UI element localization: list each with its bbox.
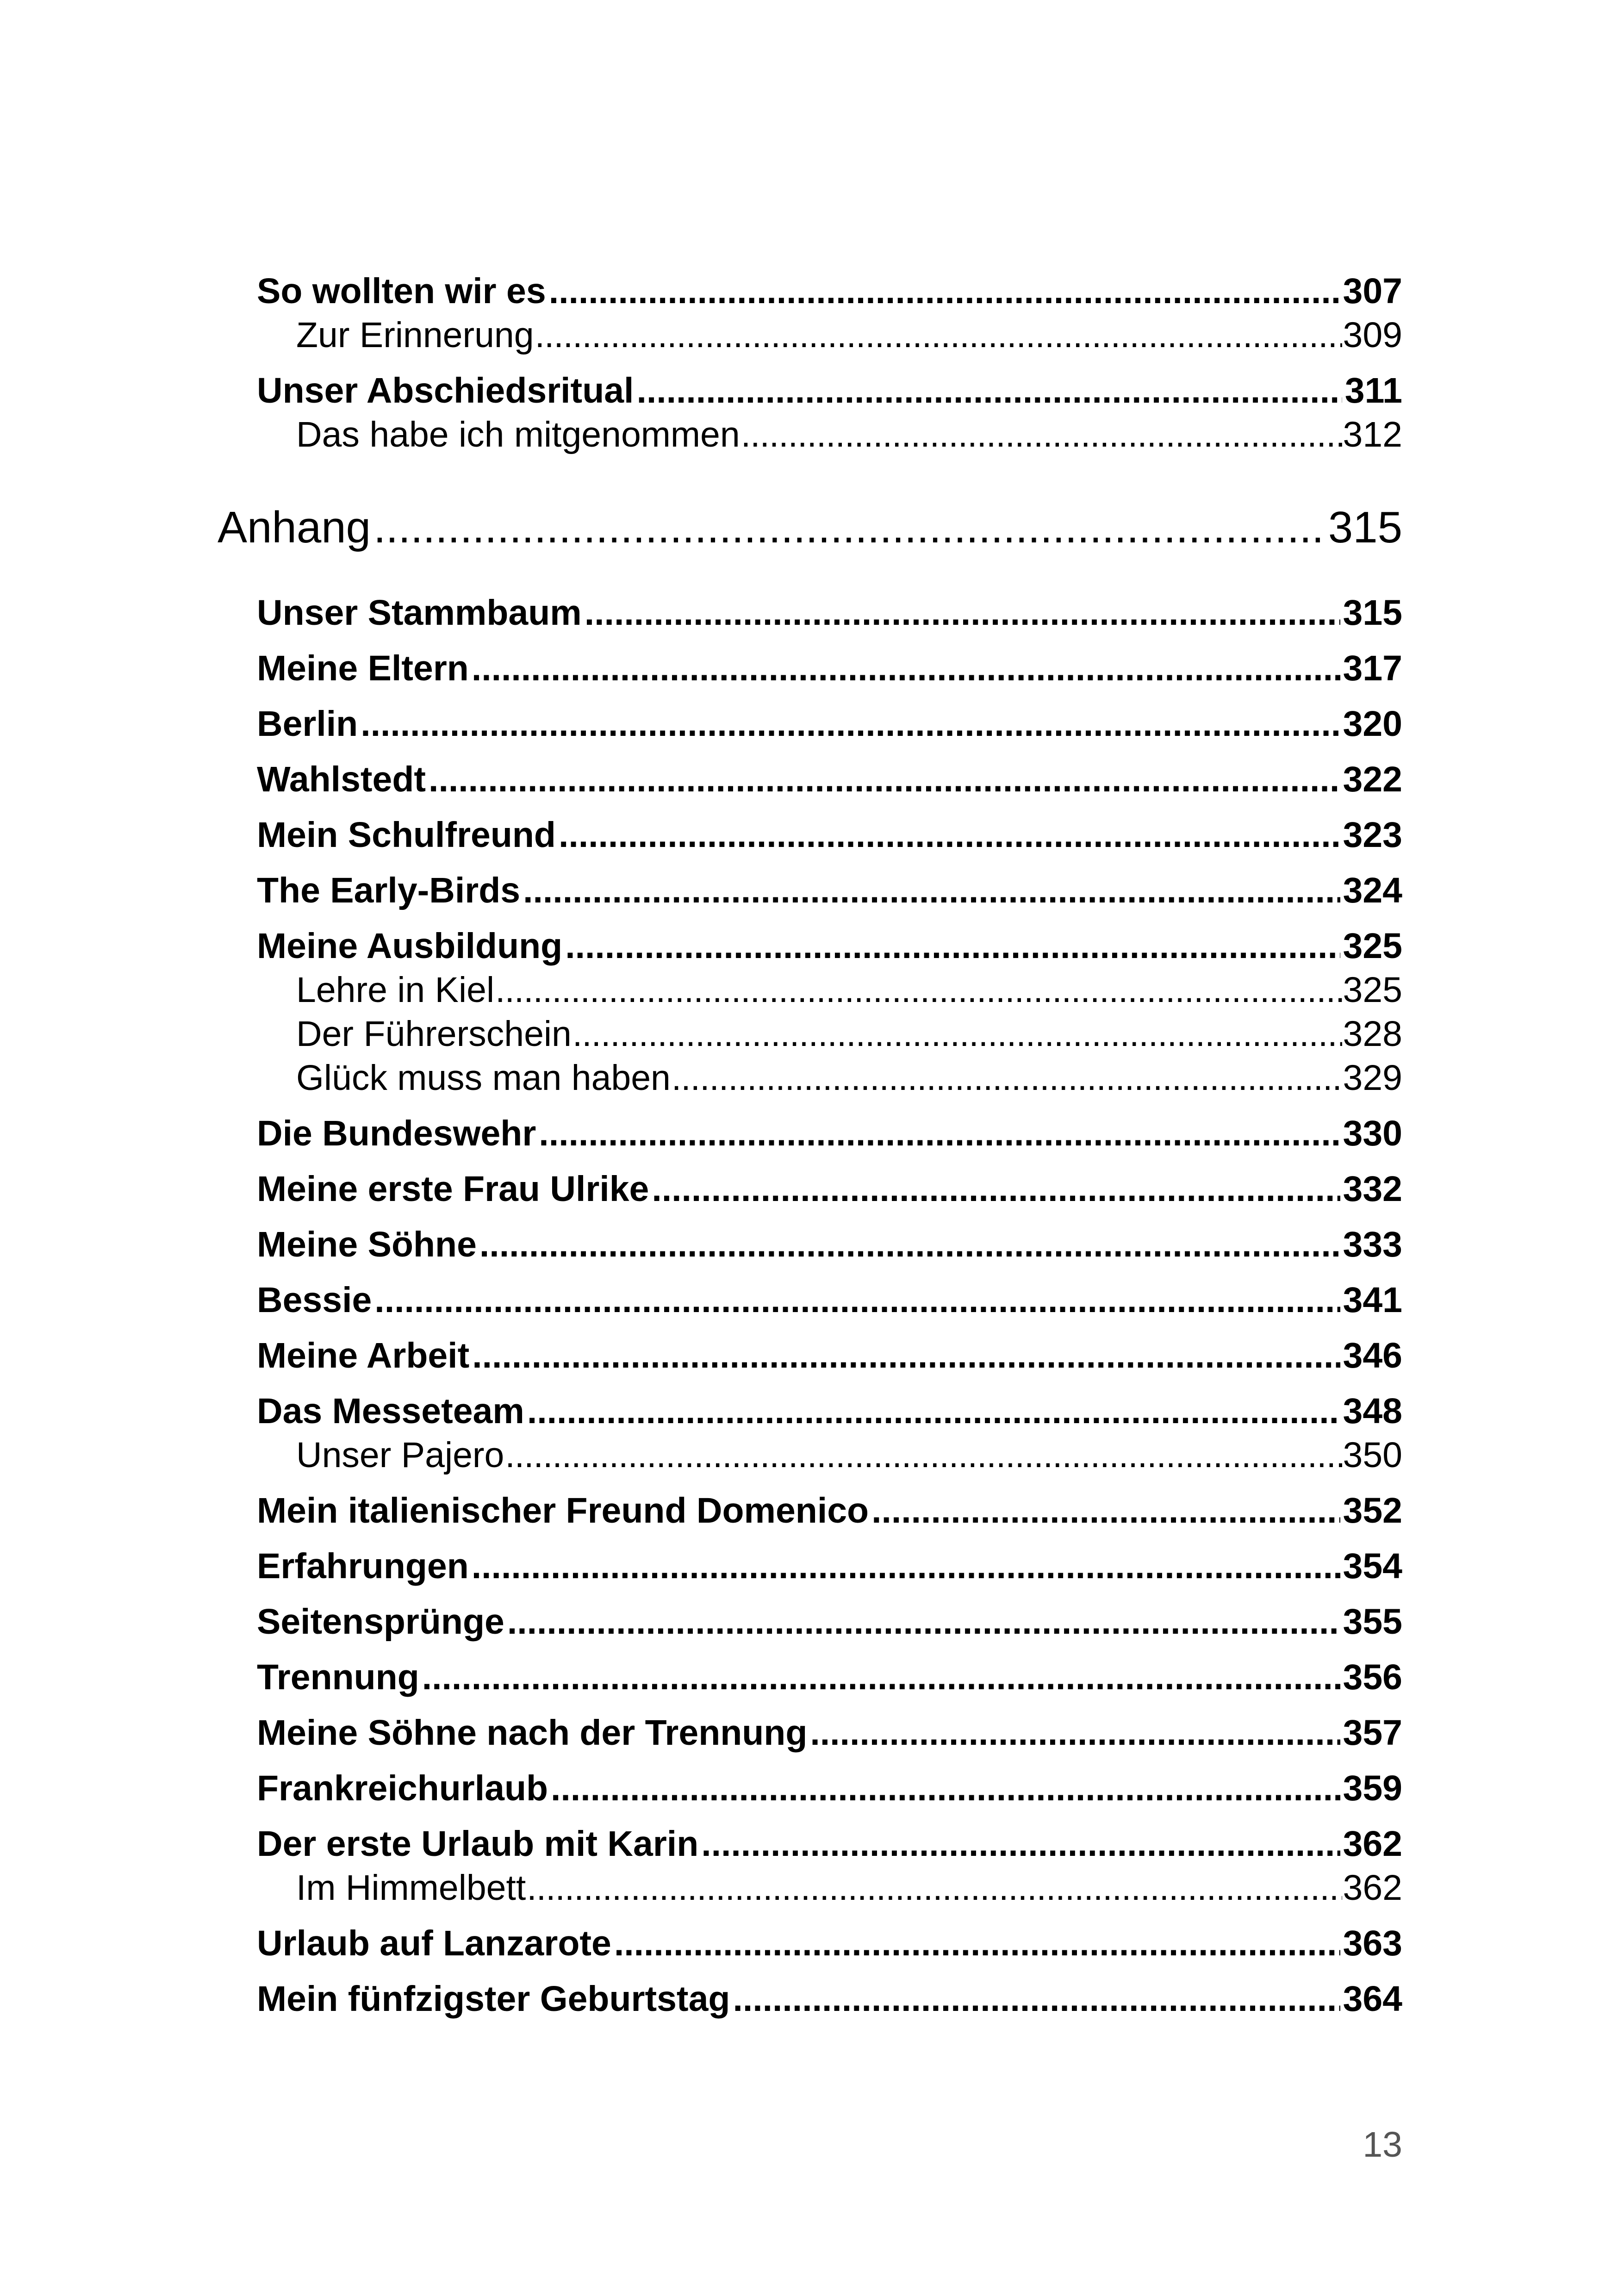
dot-leader (373, 502, 1326, 553)
toc-section-entry[interactable] (257, 1280, 1402, 1321)
toc-entry-page-number: 317 (1343, 648, 1402, 688)
toc-entry-page-number: 330 (1343, 1114, 1402, 1153)
toc-sub-entry[interactable] (296, 1014, 1402, 1055)
toc-entry-title: Im Himmelbett (296, 1868, 526, 1908)
dot-leader (374, 1280, 1340, 1321)
dot-leader (810, 1712, 1340, 1754)
toc-entry-title: Seitensprünge (257, 1602, 504, 1642)
toc-sub-entry[interactable] (296, 1435, 1402, 1476)
dot-leader (472, 1335, 1340, 1376)
toc-section-entry[interactable] (257, 1923, 1402, 1964)
toc-entry-title: Glück muss man haben (296, 1058, 671, 1098)
dot-leader (472, 1546, 1340, 1587)
toc-entry-page-number: 350 (1343, 1435, 1402, 1475)
dot-leader (495, 970, 1342, 1011)
toc-entry-page-number: 312 (1343, 415, 1402, 454)
toc-entry-page-number: 315 (1343, 593, 1402, 633)
toc-entry-title: Unser Stammbaum (257, 593, 582, 633)
toc-entry-page-number: 322 (1343, 759, 1402, 799)
toc-entry-title: The Early-Birds (257, 871, 521, 910)
toc-entry-page-number: 348 (1343, 1391, 1402, 1431)
dot-leader (361, 703, 1340, 745)
toc-entry-page-number: 320 (1343, 704, 1402, 744)
dot-leader (527, 1867, 1342, 1909)
toc-entry-page-number: 356 (1343, 1657, 1402, 1697)
toc-entry-title: Meine Eltern (257, 648, 469, 688)
toc-entry-page-number: 309 (1343, 315, 1402, 355)
toc-section-entry[interactable] (257, 648, 1402, 689)
toc-section-entry[interactable] (257, 271, 1402, 312)
toc-entry-title: Mein fünfzigster Geburtstag (257, 1979, 730, 2019)
page-number: 13 (1363, 2125, 1402, 2165)
toc-entry-page-number: 311 (1344, 371, 1402, 411)
toc-entry-title: Der Führerschein (296, 1014, 572, 1054)
toc-entry-title: Das habe ich mitgenommen (296, 415, 740, 454)
dot-leader (527, 1391, 1340, 1432)
toc-section-entry[interactable] (257, 1224, 1402, 1265)
toc-section-entry[interactable] (257, 1768, 1402, 1809)
toc-entry-title: Der erste Urlaub mit Karin (257, 1824, 699, 1864)
toc-entry-title: Bessie (257, 1280, 372, 1320)
dot-leader (479, 1224, 1340, 1265)
toc-section-entry[interactable] (257, 1823, 1402, 1865)
toc-section-entry[interactable] (257, 870, 1402, 911)
toc-section-entry[interactable] (257, 1490, 1402, 1531)
toc-entry-title: Erfahrungen (257, 1546, 469, 1586)
dot-leader (871, 1490, 1340, 1531)
dot-leader (565, 926, 1340, 967)
toc-entry-title: Zur Erinnerung (296, 315, 534, 355)
toc-chapter-entry[interactable] (218, 502, 1402, 553)
dot-leader (472, 648, 1340, 689)
toc-sub-entry[interactable] (296, 970, 1402, 1011)
dot-leader (585, 592, 1340, 634)
toc-entry-page-number: 362 (1343, 1824, 1402, 1864)
toc-entry-title: Mein italienischer Freund Domenico (257, 1491, 869, 1531)
toc-entry-title: Wahlstedt (257, 759, 426, 799)
dot-leader (614, 1923, 1340, 1964)
toc-entry-title: Trennung (257, 1657, 419, 1697)
toc-section-entry[interactable] (257, 1712, 1402, 1754)
dot-leader (507, 1601, 1340, 1643)
toc-entry-page-number: 325 (1343, 970, 1402, 1010)
toc-entry-title: Berlin (257, 704, 358, 744)
toc-entry-page-number: 329 (1343, 1058, 1402, 1098)
table-of-contents (218, 0, 1402, 2129)
toc-entry-page-number: 315 (1328, 503, 1402, 552)
toc-entry-page-number: 333 (1343, 1225, 1402, 1264)
dot-leader (549, 271, 1340, 312)
toc-sub-entry[interactable] (296, 1058, 1402, 1099)
toc-sub-entry[interactable] (296, 315, 1402, 356)
toc-entry-title: Das Messeteam (257, 1391, 524, 1431)
toc-section-entry[interactable] (257, 1601, 1402, 1643)
toc-section-entry[interactable] (257, 1391, 1402, 1432)
toc-section-entry[interactable] (257, 926, 1402, 967)
toc-entry-page-number: 324 (1343, 871, 1402, 910)
toc-entry-title: Frankreichurlaub (257, 1768, 548, 1808)
toc-section-entry[interactable] (257, 592, 1402, 634)
toc-sub-entry[interactable] (296, 414, 1402, 455)
dot-leader (535, 315, 1342, 356)
toc-entry-title: Die Bundeswehr (257, 1114, 536, 1153)
toc-entry-page-number: 341 (1343, 1280, 1402, 1320)
toc-sub-entry[interactable] (296, 1867, 1402, 1909)
dot-leader (523, 870, 1340, 911)
dot-leader (551, 1768, 1340, 1809)
toc-entry-title: Meine Söhne (257, 1225, 477, 1264)
dot-leader (422, 1657, 1340, 1698)
toc-section-entry[interactable] (257, 1169, 1402, 1210)
dot-leader (652, 1169, 1340, 1210)
toc-entry-title: Meine Arbeit (257, 1336, 470, 1375)
toc-section-entry[interactable] (257, 1113, 1402, 1154)
toc-entry-page-number: 355 (1343, 1602, 1402, 1642)
toc-entry-title: Lehre in Kiel (296, 970, 495, 1010)
toc-entry-title: Unser Pajero (296, 1435, 504, 1475)
toc-section-entry[interactable] (257, 815, 1402, 856)
toc-entry-page-number: 357 (1343, 1713, 1402, 1753)
toc-section-entry[interactable] (257, 759, 1402, 800)
toc-entry-page-number: 328 (1343, 1014, 1402, 1054)
toc-entry-title: Meine erste Frau Ulrike (257, 1169, 649, 1209)
toc-entry-title: Anhang (218, 503, 371, 552)
toc-section-entry[interactable] (257, 1979, 1402, 2020)
toc-entry-page-number: 346 (1343, 1336, 1402, 1375)
dot-leader (429, 759, 1340, 800)
toc-entry-title: So wollten wir es (257, 271, 546, 311)
dot-leader (505, 1435, 1342, 1476)
dot-leader (539, 1113, 1340, 1154)
toc-entry-title: Meine Ausbildung (257, 926, 563, 966)
toc-section-entry[interactable] (257, 1335, 1402, 1376)
toc-entry-page-number: 307 (1343, 271, 1402, 311)
toc-entry-title: Unser Abschiedsritual (257, 371, 634, 411)
toc-entry-title: Mein Schulfreund (257, 815, 556, 855)
toc-entry-page-number: 325 (1343, 926, 1402, 966)
toc-entry-title: Meine Söhne nach der Trennung (257, 1713, 808, 1753)
toc-entry-page-number: 363 (1343, 1923, 1402, 1963)
toc-entry-page-number: 352 (1343, 1491, 1402, 1531)
dot-leader (701, 1823, 1340, 1865)
toc-entry-page-number: 354 (1343, 1546, 1402, 1586)
toc-entry-page-number: 364 (1343, 1979, 1402, 2019)
dot-leader (559, 815, 1340, 856)
toc-entry-page-number: 323 (1343, 815, 1402, 855)
dot-leader (573, 1014, 1342, 1055)
dot-leader (672, 1058, 1342, 1099)
dot-leader (733, 1979, 1340, 2020)
toc-section-entry[interactable] (257, 1546, 1402, 1587)
toc-section-entry[interactable] (257, 1657, 1402, 1698)
toc-entry-page-number: 332 (1343, 1169, 1402, 1209)
toc-section-entry[interactable] (257, 370, 1402, 411)
toc-section-entry[interactable] (257, 703, 1402, 745)
toc-entry-page-number: 362 (1343, 1868, 1402, 1908)
toc-entry-title: Urlaub auf Lanzarote (257, 1923, 611, 1963)
dot-leader (636, 370, 1342, 411)
toc-entry-page-number: 359 (1343, 1768, 1402, 1808)
dot-leader (741, 414, 1342, 455)
